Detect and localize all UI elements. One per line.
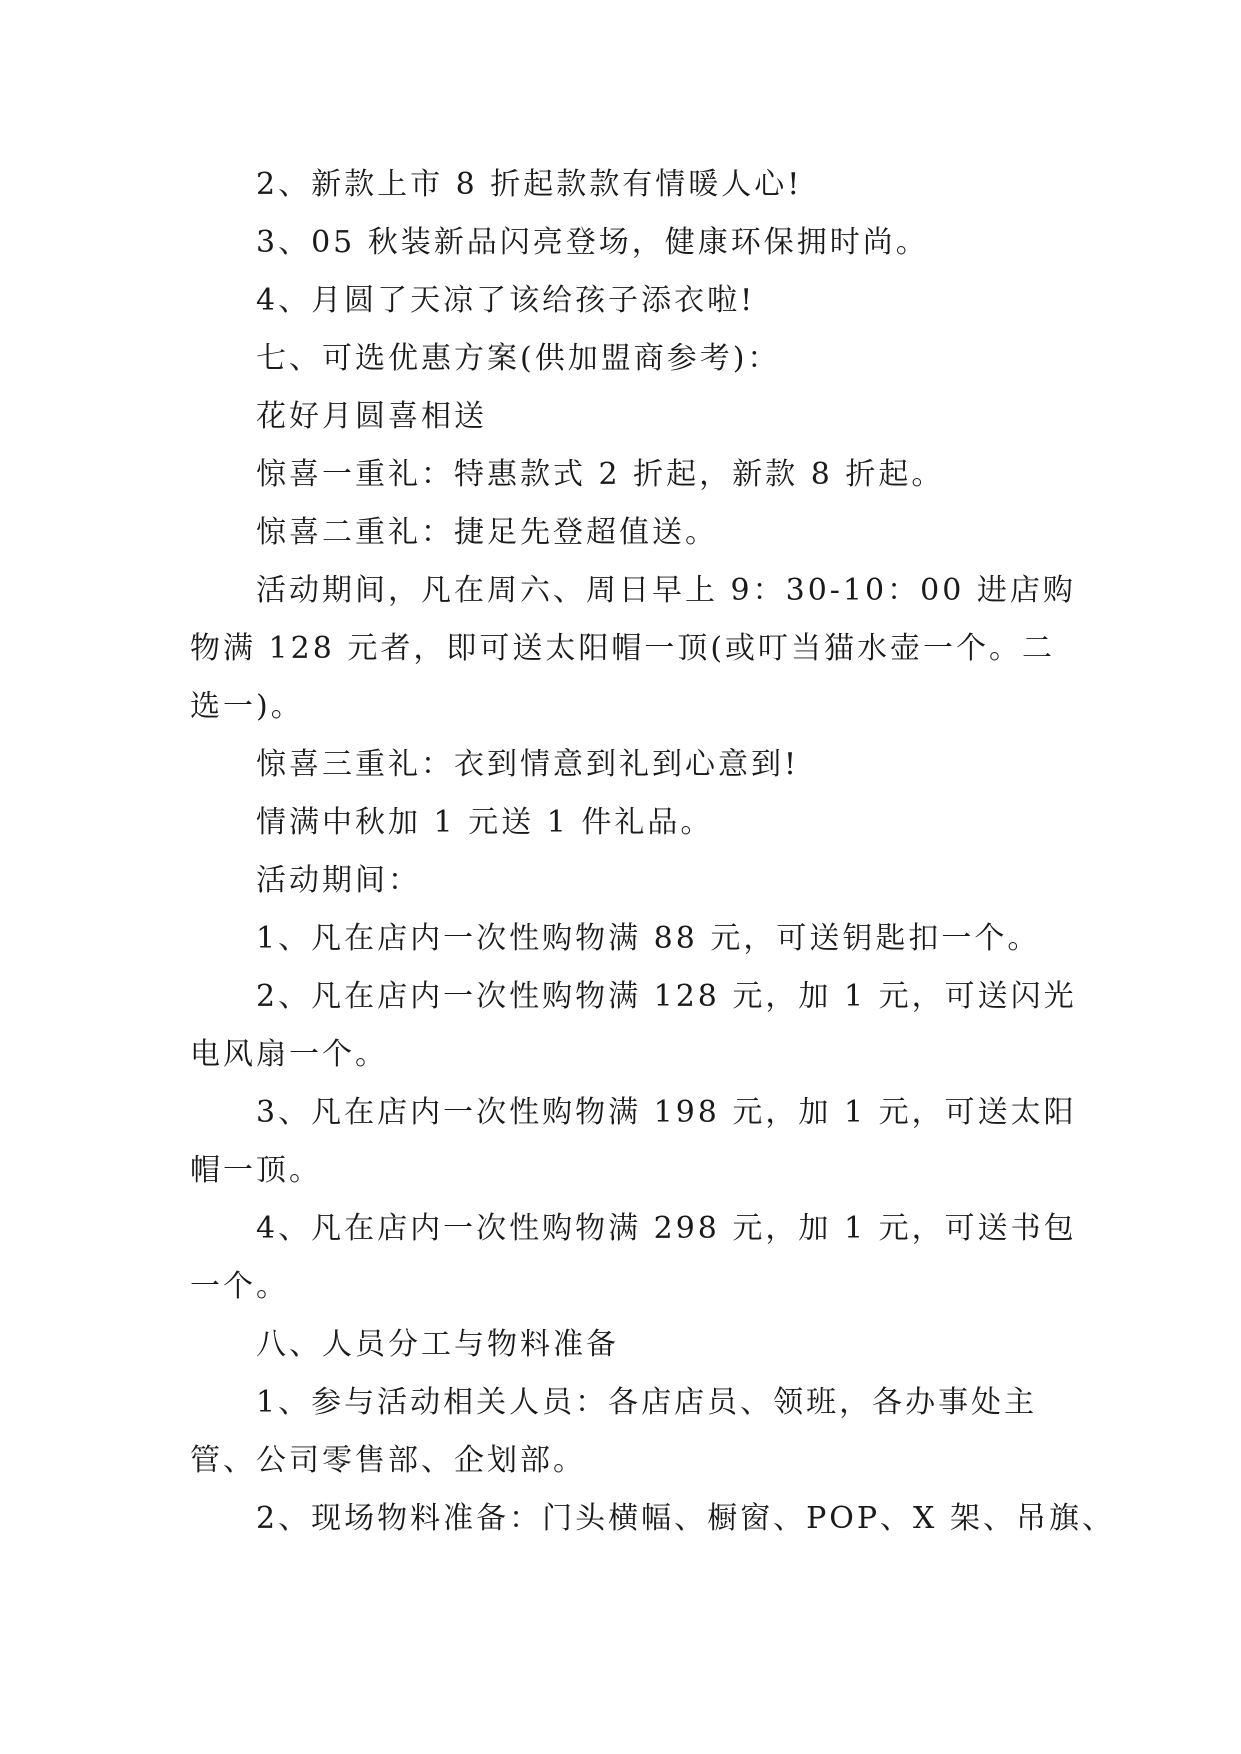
paragraph-moon-slogan bbox=[190, 272, 1070, 330]
paragraph-promo-title bbox=[190, 388, 1070, 446]
text-line: 活动期间： bbox=[256, 863, 421, 898]
text-line: 3、凡在店内一次性购物满 198 元，加 1 元，可送太阳 bbox=[256, 1095, 1077, 1130]
heading-text: 八、人员分工与物料准备 bbox=[256, 1327, 619, 1362]
paragraph-gift-two bbox=[190, 504, 1070, 562]
text-line: 物满 128 元者，即可送太阳帽一顶(或叮当猫水壶一个。二 bbox=[190, 631, 1056, 666]
paragraph-add-one-yuan bbox=[190, 794, 1070, 852]
paragraph-autumn-slogan bbox=[190, 214, 1070, 272]
paragraph-gift-one bbox=[190, 446, 1070, 504]
paragraph-tier-128 bbox=[190, 968, 1077, 1084]
text-line: 2、现场物料准备：门头横幅、橱窗、POP、X 架、吊旗、 bbox=[256, 1501, 1115, 1536]
paragraph-tier-88 bbox=[190, 910, 1070, 968]
paragraph-new-arrivals-slogan bbox=[190, 156, 1070, 214]
section-heading-discount-plans bbox=[190, 330, 1070, 388]
paragraph-staff bbox=[190, 1374, 1070, 1490]
text-line: 1、参与活动相关人员：各店店员、领班，各办事处主 bbox=[256, 1385, 1038, 1420]
paragraph-activity-period bbox=[190, 852, 1070, 910]
text-line: 一个。 bbox=[190, 1269, 289, 1304]
paragraph-tier-198 bbox=[190, 1084, 1077, 1200]
text-line: 2、新款上市 8 折起款款有情暖人心! bbox=[256, 167, 803, 202]
text-line: 活动期间，凡在周六、周日早上 9：30-10：00 进店购 bbox=[256, 573, 1076, 608]
text-line: 管、公司零售部、企划部。 bbox=[190, 1443, 586, 1478]
paragraph-weekend-offer bbox=[190, 562, 1076, 736]
section-heading-staffing-materials bbox=[190, 1316, 1070, 1374]
text-line: 情满中秋加 1 元送 1 件礼品。 bbox=[256, 805, 714, 840]
text-line: 惊喜二重礼：捷足先登超值送。 bbox=[256, 515, 718, 550]
paragraph-tier-298 bbox=[190, 1200, 1077, 1316]
paragraph-gift-three bbox=[190, 736, 1070, 794]
text-line: 4、月圆了天凉了该给孩子添衣啦! bbox=[256, 283, 756, 318]
text-line: 惊喜一重礼：特惠款式 2 折起，新款 8 折起。 bbox=[256, 457, 945, 492]
text-line: 4、凡在店内一次性购物满 298 元，加 1 元，可送书包 bbox=[256, 1211, 1077, 1246]
text-line: 2、凡在店内一次性购物满 128 元，加 1 元，可送闪光 bbox=[256, 979, 1077, 1014]
text-line: 3、05 秋装新品闪亮登场，健康环保拥时尚。 bbox=[256, 225, 929, 260]
document-body bbox=[190, 156, 1115, 1548]
heading-text: 七、可选优惠方案(供加盟商参考)： bbox=[256, 341, 781, 376]
paragraph-materials bbox=[190, 1490, 1115, 1548]
text-line: 帽一顶。 bbox=[190, 1153, 322, 1188]
text-line: 1、凡在店内一次性购物满 88 元，可送钥匙扣一个。 bbox=[256, 921, 1041, 956]
text-line: 选一)。 bbox=[190, 689, 304, 724]
text-line: 惊喜三重礼：衣到情意到礼到心意到! bbox=[256, 747, 800, 782]
text-line: 花好月圆喜相送 bbox=[256, 399, 487, 434]
text-line: 电风扇一个。 bbox=[190, 1037, 388, 1072]
